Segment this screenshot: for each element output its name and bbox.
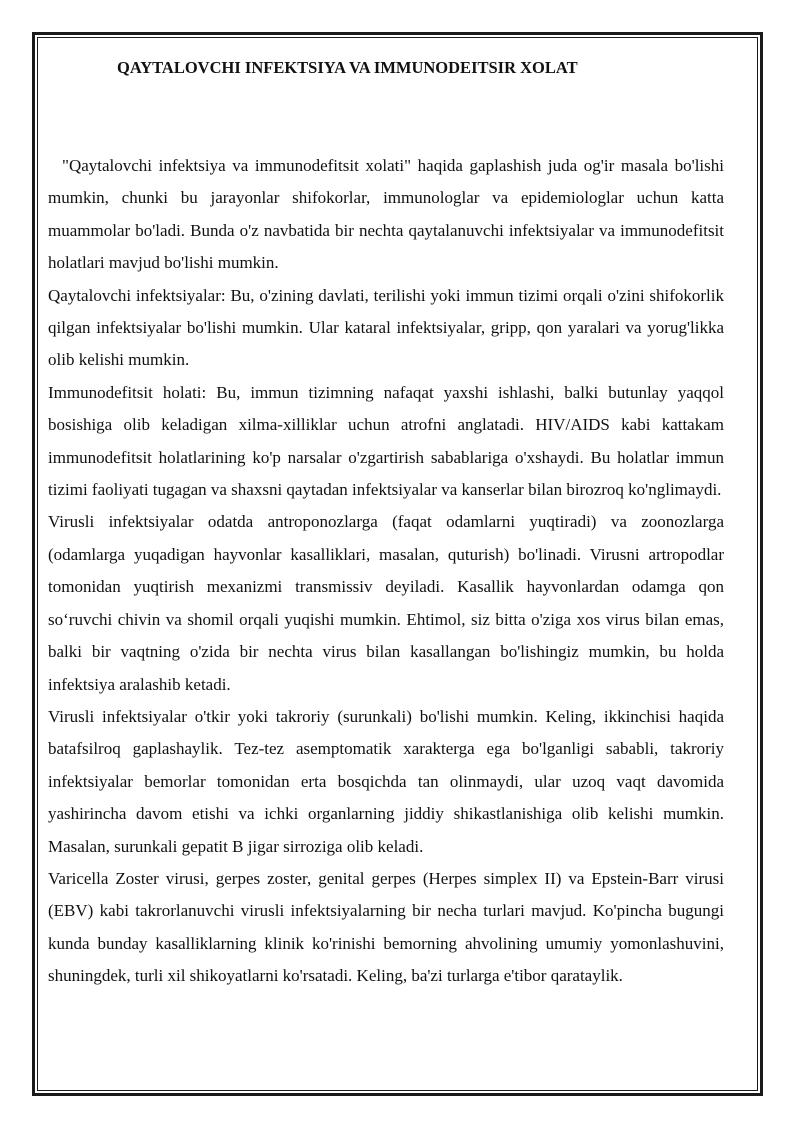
paragraph-immunodeficiency: Immunodefitsit holati: Bu, immun tizimning nafaqat yaxshi ishlashi, balki butunlay yaqqol bosishiga olib keladigan xilma-xilliklar uchun atrofni anglatadi. HIV/AIDS kabi kattakam immunodefitsit holatlarining ko'p narsalar o'zgartirish sabablariga o'xshaydi. Bu holatlar immun tizimi faoliyati tugagan va shaxsni qaytadan infektsiyalar va kanserlar bilan birozroq ko'nglimaydi. (48, 382, 724, 500)
paragraph-viral-infections: Virusli infektsiyalar odatda antroponozlarga (faqat odamlarni yuqtiradi) va zoonozlarga (odamlarga yuqadigan hayvonlar kasalliklari, masalan, quturish) bo'linadi. Virusni artropodlar tomonidan yuqtirish mexanizmi transmissiv deyiladi. Kasallik hayvonlardan odamga qon so‘ruvchi chivin va shomil orqali yuqishi mumkin. Ehtimol, siz bitta o'ziga xos virus bilan emas, balki bir vaqtning o'zida bir nechta virus bilan kasallangan bo'lishingiz mumkin, bu holda infektsiya aralashib ketadi. (48, 512, 724, 694)
paragraph-acute-chronic: Virusli infektsiyalar o'tkir yoki takroriy (surunkali) bo'lishi mumkin. Keling, ikkinchisi haqida batafsilroq gaplashaylik. Tez-tez asemptomatik xarakterga ega bo'lganligi sababli, takroriy infektsiyalar bemorlar tomonidan erta bosqichda tan olinmaydi, ular uzoq vaqt davomida yashirincha davom etishi va ichki organlarning jiddiy shikastlanishiga olib kelishi mumkin. Masalan, surunkali gepatit B jigar sirroziga olib keladi. (48, 706, 724, 856)
document-title: QAYTALOVCHI INFEKTSIYA VA IMMUNODEITSIR XOLAT (117, 58, 578, 77)
document-body (48, 150, 724, 993)
paragraph-recurrent-infections: Qaytalovchi infektsiyalar: Bu, o'zining davlati, terilishi yoki immun tizimi orqali o'zini shifokorlik qilgan infektsiyalar bo'lishi mumkin. Ular kataral infektsiyalar, gripp, qon yaralari va yorug'likka olib kelishi mumkin. (48, 285, 724, 370)
paragraph-virus-types: Varicella Zoster virusi, gerpes zoster, genital gerpes (Herpes simplex II) va Epstein-Barr virusi (EBV) kabi takrorlanuvchi virusli infektsiyalarning bir necha turlari mavjud. Ko'pincha bugungi kunda bunday kasalliklarning klinik ko'rinishi bemorning ahvolining umumiy yomonlashuvini, shuningdek, turli xil shikoyatlarni ko'rsatadi. Keling, ba'zi turlarga e'tibor qarataylik. (48, 868, 724, 986)
paragraph-intro: "Qaytalovchi infektsiya va immunodefitsit xolati" haqida gaplashish juda og'ir masala bo'lishi mumkin, chunki bu jarayonlar shifokorlar, immunologlar va epidemiologlar uchun katta muammolar bo'ladi. Bunda o'z navbatida bir nechta qaytalanuvchi infektsiyalar va immunodefitsit holatlari mavjud bo'lishi mumkin. (48, 156, 724, 273)
